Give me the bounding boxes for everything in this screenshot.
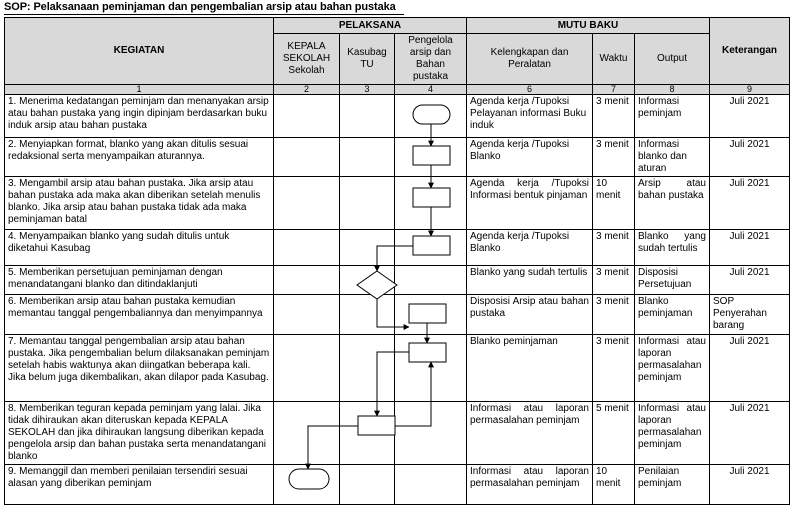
waktu-cell: 10 menit	[593, 177, 635, 230]
waktu-cell: 3 menit	[593, 266, 635, 295]
pengelola-cell	[395, 138, 467, 177]
kelengkapan-cell: Agenda kerja /Tupoksi Informasi bentuk pinjaman	[467, 177, 593, 230]
kelengkapan-cell: Agenda kerja /Tupoksi Blanko	[467, 138, 593, 177]
header-mutu-baku: MUTU BAKU	[467, 18, 710, 34]
waktu-cell: 5 menit	[593, 402, 635, 465]
keterangan-cell: Juli 2021	[710, 266, 790, 295]
pengelola-cell	[395, 295, 467, 335]
table-row	[5, 230, 790, 266]
kasubag-cell	[340, 295, 395, 335]
kelengkapan-cell: Disposisi Arsip atau bahan pustaka	[467, 295, 593, 335]
kelengkapan-cell: Informasi atau laporan permasalahan peminjam	[467, 402, 593, 465]
keterangan-cell: SOP Penyerahan barang	[710, 295, 790, 335]
kegiatan-cell: 1. Menerima kedatangan peminjam dan menanyakan arsip atau bahan pustaka yang ingin dipinjam berdasarkan buku induk arsip atau bahan pustaka	[5, 95, 274, 138]
output-cell: Arsip atau bahan pustaka	[635, 177, 710, 230]
keterangan-cell: Juli 2021	[710, 230, 790, 266]
table-row	[5, 95, 790, 138]
kepala-sekolah-cell	[274, 266, 340, 295]
kelengkapan-cell: Agenda kerja /Tupoksi Blanko	[467, 230, 593, 266]
kasubag-cell	[340, 465, 395, 505]
output-cell: Informasi blanko dan aturan	[635, 138, 710, 177]
kelengkapan-cell: Blanko peminjaman	[467, 335, 593, 402]
kepala-sekolah-cell	[274, 230, 340, 266]
table-row	[5, 335, 790, 402]
kegiatan-cell: 9. Memanggil dan memberi penilaian tersendiri sesuai alasan yang diberikan peminjam	[5, 465, 274, 505]
kepala-sekolah-cell	[274, 335, 340, 402]
pengelola-cell	[395, 465, 467, 505]
sop-table	[4, 17, 790, 505]
keterangan-cell: Juli 2021	[710, 402, 790, 465]
output-cell: Penilaian peminjam	[635, 465, 710, 505]
pengelola-cell	[395, 402, 467, 465]
kegiatan-cell: 2. Menyiapkan format, blanko yang akan ditulis sesuai redaksional serta menyampaikan aturannya.	[5, 138, 274, 177]
column-number: 7	[593, 85, 635, 95]
output-cell: Disposisi Persetujuan	[635, 266, 710, 295]
header-pelaksana: PELAKSANA	[274, 18, 467, 34]
output-cell: Informasi atau laporan permasalahan peminjam	[635, 335, 710, 402]
kasubag-cell	[340, 230, 395, 266]
kegiatan-cell: 4. Menyampaikan blanko yang sudah ditulis untuk diketahui Kasubag	[5, 230, 274, 266]
kepala-sekolah-cell	[274, 465, 340, 505]
header-kegiatan: KEGIATAN	[5, 18, 274, 85]
keterangan-cell: Juli 2021	[710, 95, 790, 138]
output-cell: Informasi peminjam	[635, 95, 710, 138]
column-number: 3	[340, 85, 395, 95]
header-kelengkapan: Kelengkapan dan Peralatan	[467, 34, 593, 85]
kasubag-cell	[340, 335, 395, 402]
title-underline	[4, 14, 404, 15]
waktu-cell: 3 menit	[593, 95, 635, 138]
kelengkapan-cell: Informasi atau laporan permasalahan peminjam	[467, 465, 593, 505]
waktu-cell: 3 menit	[593, 335, 635, 402]
output-cell: Blanko yang sudah tertulis	[635, 230, 710, 266]
output-cell: Blanko peminjaman	[635, 295, 710, 335]
pengelola-cell	[395, 335, 467, 402]
pengelola-cell	[395, 95, 467, 138]
pengelola-cell	[395, 177, 467, 230]
keterangan-cell: Juli 2021	[710, 177, 790, 230]
waktu-cell: 3 menit	[593, 295, 635, 335]
table-row	[5, 177, 790, 230]
kelengkapan-cell: Blanko yang sudah tertulis	[467, 266, 593, 295]
kepala-sekolah-cell	[274, 402, 340, 465]
kasubag-cell	[340, 266, 395, 295]
header-kasubag: Kasubag TU	[340, 34, 395, 85]
header-keterangan: Keterangan	[710, 18, 790, 85]
keterangan-cell: Juli 2021	[710, 335, 790, 402]
kepala-sekolah-cell	[274, 295, 340, 335]
table-row	[5, 465, 790, 505]
kegiatan-cell: 6. Memberikan arsip atau bahan pustaka kemudian memantau tanggal pengembaliannya dan menyimpannya	[5, 295, 274, 335]
kegiatan-cell: 3. Mengambil arsip atau bahan pustaka. Jika arsip atau bahan pustaka ada maka akan diberikan setelah menulis blanko. Jika arsip atau bahan pustaka tidak ada maka peminjaman batal	[5, 177, 274, 230]
table-row	[5, 402, 790, 465]
waktu-cell: 3 menit	[593, 138, 635, 177]
table-row	[5, 266, 790, 295]
kepala-sekolah-cell	[274, 138, 340, 177]
column-number: 9	[710, 85, 790, 95]
column-number: 8	[635, 85, 710, 95]
column-number: 2	[274, 85, 340, 95]
output-cell: Informasi atau laporan permasalahan peminjam	[635, 402, 710, 465]
header-pengelola: Pengelola arsip dan Bahan pustaka	[395, 34, 467, 85]
kasubag-cell	[340, 95, 395, 138]
pengelola-cell	[395, 266, 467, 295]
header-waktu: Waktu	[593, 34, 635, 85]
keterangan-cell: Juli 2021	[710, 465, 790, 505]
kegiatan-cell: 5. Memberikan persetujuan peminjaman dengan menandatangani blanko dan ditindaklanjuti	[5, 266, 274, 295]
column-number: 6	[467, 85, 593, 95]
header-kepala-sekolah: KEPALA SEKOLAH Sekolah	[274, 34, 340, 85]
waktu-cell: 3 menit	[593, 230, 635, 266]
keterangan-cell: Juli 2021	[710, 138, 790, 177]
pengelola-cell	[395, 230, 467, 266]
column-number: 4	[395, 85, 467, 95]
kepala-sekolah-cell	[274, 95, 340, 138]
kelengkapan-cell: Agenda kerja /Tupoksi Pelayanan informasi Buku induk	[467, 95, 593, 138]
document-title: SOP: Pelaksanaan peminjaman dan pengembalian arsip atau bahan pustaka	[4, 1, 396, 13]
kepala-sekolah-cell	[274, 177, 340, 230]
kasubag-cell	[340, 402, 395, 465]
kasubag-cell	[340, 177, 395, 230]
kegiatan-cell: 8. Memberikan teguran kepada peminjam yang lalai. Jika tidak dihiraukan akan diteruskan kepada KEPALA SEKOLAH dan jika dihiraukan langsung diberikan kepada pengelola arsip dan bahan pustaka serta menandatangani blanko	[5, 402, 274, 465]
kasubag-cell	[340, 138, 395, 177]
table-row	[5, 295, 790, 335]
waktu-cell: 10 menit	[593, 465, 635, 505]
table-row	[5, 138, 790, 177]
header-output: Output	[635, 34, 710, 85]
kegiatan-cell: 7. Memantau tanggal pengembalian arsip atau bahan pustaka. Jika pengembalian belum dilaksanakan peminjam setelah habis waktunya akan diingatkan beberapa kali. Jika belum juga dikembalikan, akan dilapor pada Kasubag.	[5, 335, 274, 402]
column-number: 1	[5, 85, 274, 95]
